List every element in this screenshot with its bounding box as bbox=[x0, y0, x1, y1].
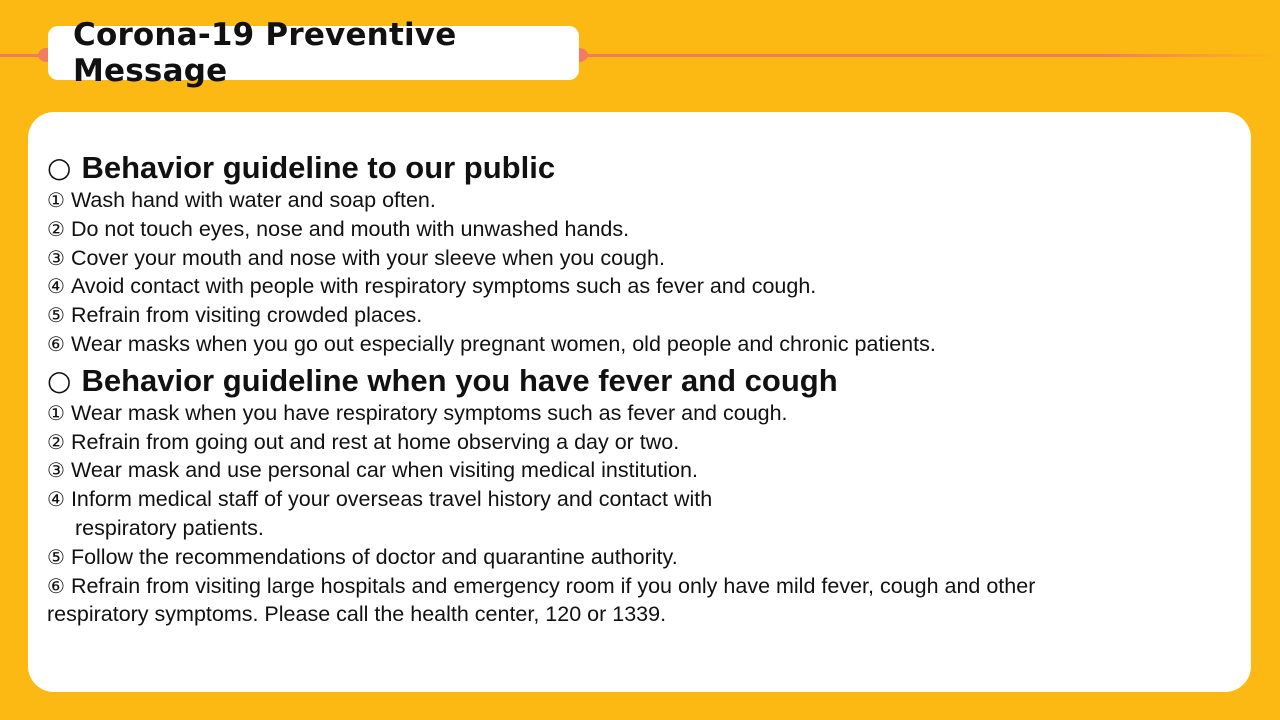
title-box bbox=[48, 17, 579, 89]
item-number: ⑤ bbox=[47, 303, 65, 328]
section-heading bbox=[47, 150, 1247, 186]
item-text: Wash hand with water and soap often. bbox=[70, 188, 436, 212]
list-item bbox=[47, 244, 1247, 273]
item-text: Do not touch eyes, nose and mouth with unwashed hands. bbox=[70, 216, 630, 241]
item-number: ② bbox=[47, 216, 65, 241]
list-item bbox=[47, 272, 1247, 301]
item-text: Refrain from visiting crowded places. bbox=[70, 303, 423, 328]
page-title: Corona-19 Preventive Message bbox=[73, 17, 457, 89]
item-number: ③ bbox=[47, 245, 65, 270]
list-item-continuation bbox=[47, 514, 1247, 543]
header-line-right bbox=[580, 54, 1280, 57]
list-item-continuation bbox=[47, 600, 1247, 629]
item-text: Cover your mouth and nose with your sleeve when you cough. bbox=[70, 245, 665, 270]
item-number: ④ bbox=[47, 274, 65, 299]
item-text: Refrain from going out and rest at home observing a day or two. bbox=[70, 429, 680, 454]
item-number: ① bbox=[47, 188, 65, 212]
item-text: Wear mask and use personal car when visiting medical institution. bbox=[70, 458, 698, 483]
item-text: respiratory symptoms. Please call the health center, 120 or 1339. bbox=[47, 602, 667, 627]
section-fever-guideline bbox=[47, 363, 1247, 629]
section-heading-text: Behavior guideline when you have fever and cough bbox=[81, 362, 838, 398]
list-item bbox=[47, 186, 1247, 215]
item-text: respiratory patients. bbox=[75, 515, 264, 540]
item-text: Refrain from visiting large hospitals and emergency room if you only have mild fever, cough and other bbox=[70, 573, 1036, 598]
item-number: ① bbox=[47, 400, 65, 425]
item-text: Avoid contact with people with respiratory symptoms such as fever and cough. bbox=[70, 274, 817, 299]
list-item bbox=[47, 543, 1247, 572]
circle-marker-icon: ○ bbox=[47, 151, 72, 184]
item-text: Wear mask when you have respiratory symptoms such as fever and cough. bbox=[70, 400, 788, 425]
item-number: ③ bbox=[47, 458, 65, 483]
list-item bbox=[47, 572, 1247, 601]
item-number: ⑤ bbox=[47, 544, 65, 569]
item-number: ② bbox=[47, 429, 65, 454]
section-heading-text: Behavior guideline to our public bbox=[81, 150, 556, 185]
section-public-guideline bbox=[47, 150, 1247, 359]
item-text: Follow the recommendations of doctor and quarantine authority. bbox=[70, 544, 678, 569]
item-number: ⑥ bbox=[47, 573, 65, 598]
list-item bbox=[47, 399, 1247, 428]
circle-marker-icon: ○ bbox=[47, 363, 72, 397]
list-item bbox=[47, 330, 1247, 359]
list-item bbox=[47, 485, 1247, 514]
list-item bbox=[47, 428, 1247, 457]
content bbox=[47, 150, 1247, 629]
item-text: Wear masks when you go out especially pregnant women, old people and chronic patients. bbox=[70, 331, 936, 356]
list-item bbox=[47, 215, 1247, 244]
list-item bbox=[47, 456, 1247, 485]
item-number: ④ bbox=[47, 487, 65, 512]
list-item bbox=[47, 301, 1247, 330]
item-text: Inform medical staff of your overseas travel history and contact with bbox=[70, 487, 713, 512]
section-heading bbox=[47, 363, 1247, 399]
item-number: ⑥ bbox=[47, 331, 65, 356]
